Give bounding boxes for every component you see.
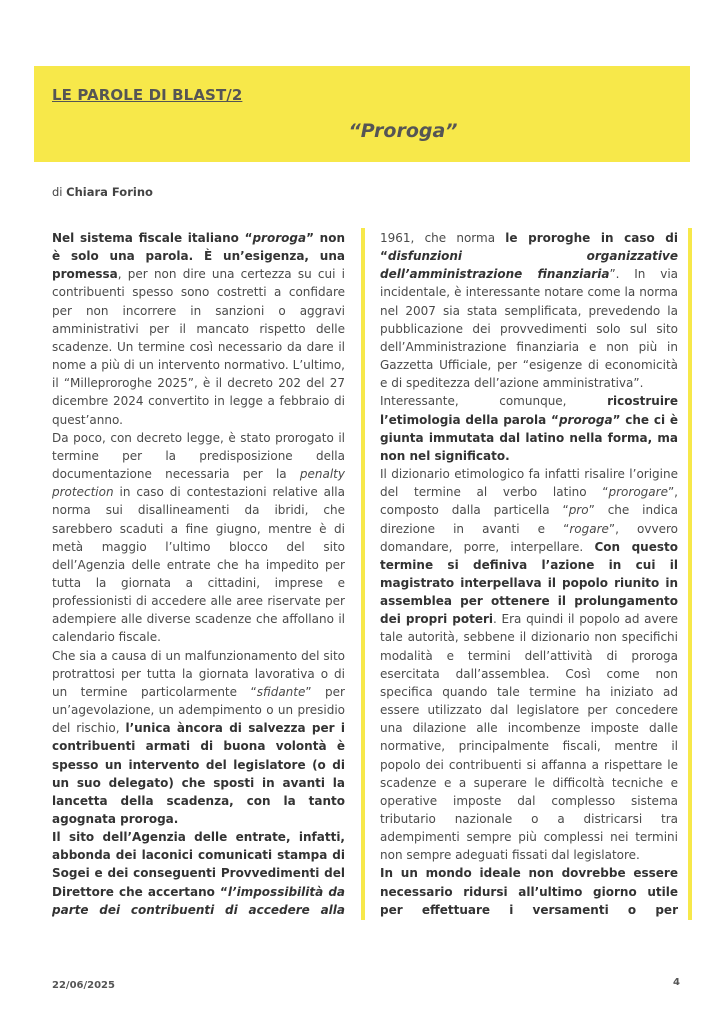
text-run: ” che indica direzione in avanti e “ xyxy=(380,503,678,536)
text-run: 1961, che norma xyxy=(380,231,506,245)
text-run: l’unica àncora di salvezza per i contribuenti armati di buona volontà è spesso un intervento del legislatore (o di un suo delegato) che sposti in avanti la lancetta della scadenza, con la tanto agognata proroga. xyxy=(52,721,345,826)
text-run: l’impossibilità da parte dei contribuenti di accedere alla xyxy=(52,884,345,917)
text-run: sfidante xyxy=(256,684,306,699)
article-title: “Proroga” xyxy=(348,120,458,142)
series-kicker: LE PAROLE DI BLAST/2 xyxy=(52,86,243,104)
paragraph xyxy=(380,392,678,465)
text-run: ”, ovvero domandare, porre, interpellare. xyxy=(380,521,678,554)
text-run: proroga xyxy=(252,231,307,245)
text-run: disfunzioni organizzative dell’amministrazione finanziaria xyxy=(380,249,678,282)
text-run: Nel sistema fiscale italiano “ xyxy=(52,231,253,245)
text-run: ”. In via incidentale, è interessante notare come la norma nel 2007 sia stata semplificata, prevedendo la pubblicazione dei provvedimenti solo sul sito dell’Amministrazione finanziaria e non più in Gazzetta Ufficiale, per “esigenze di economicità e di speditezza dell’azione amministrativa”. xyxy=(380,267,679,391)
text-run: penalty protection xyxy=(52,467,345,500)
paragraph xyxy=(52,229,345,429)
paragraph xyxy=(52,647,345,829)
text-run: Che sia a causa di un malfunzionamento del sito protrattosi per tutta la giornata lavorativa o di un termine particolarmente “ xyxy=(52,648,345,699)
paragraph xyxy=(380,465,678,864)
column-divider xyxy=(361,228,365,920)
text-run: prorogare xyxy=(608,485,668,500)
text-run: le proroghe in caso di “ xyxy=(380,231,678,264)
text-run: rogare xyxy=(569,521,609,536)
right-edge-rule xyxy=(688,228,692,920)
text-run: proroga xyxy=(558,412,613,427)
byline-prefix: di xyxy=(52,185,63,199)
text-run: Il sito dell’Agenzia delle entrate, infatti, abbonda dei laconici comunicati stampa di Sogei e dei conseguenti Provvedimenti del Direttore che accertano “ xyxy=(52,830,345,899)
page-number: 4 xyxy=(673,977,680,988)
text-run: ” per un’agevolazione, un adempimento o un presidio del rischio, xyxy=(52,684,345,736)
text-run: In un mondo ideale non dovrebbe essere necessario ridursi all’ultimo giorno utile per effettuare i versamenti o per xyxy=(380,866,678,917)
text-run: pro xyxy=(568,503,589,518)
paragraph xyxy=(380,229,678,392)
text-run: , per non dire una certezza su cui i contribuenti spesso sono costretti a confidare per non incorrere in sanzioni o aggravi amministrativi per il mancato rispetto delle scadenze. Un termine così necessario da dare il nome a più di un intervento normativo. L’ultimo, il “Milleproroghe 2025”, è il decreto 202 del 27 dicembre 2024 convertito in legge a febbraio di quest’anno. xyxy=(52,267,345,427)
byline xyxy=(52,185,153,199)
text-run: Interessante, comunque, xyxy=(380,394,608,409)
paragraph xyxy=(380,864,678,921)
text-run: . Era quindi il popolo ad avere tale autorità, sebbene il dizionario non specifichi modalità e termini dell’attività di proroga esercitata dall’assemblea. Così come non specifica quando tale termine ha iniziato ad essere utilizzato dal legislatore per concedere una dilazione alle incombenze imposte dalle normative, principalmente fiscali, mentre il popolo dei contribuenti si affanna a rispettare le scadenze e a superare le difficoltà tecniche e operative imposte dal complesso sistema tributario nazionale o a districarsi tra adempimenti sempre più complessi nei termini non sempre adeguati fissati dal legislatore. xyxy=(380,612,678,863)
text-run: ” che ci è giunta immutata dal latino nella forma, ma non nel significato. xyxy=(380,412,678,463)
article-column-left xyxy=(52,229,345,921)
header-banner xyxy=(34,66,690,162)
author-name: Chiara Forino xyxy=(66,185,153,199)
footer-date: 22/06/2025 xyxy=(52,980,115,991)
paragraph xyxy=(52,828,345,921)
text-run: Il dizionario etimologico fa infatti risalire l’origine del termine al verbo latino “ xyxy=(380,467,678,500)
text-run: ricostruire l’etimologia della parola “ xyxy=(380,394,678,427)
article-column-right xyxy=(380,229,688,921)
text-run: Con questo termine si definiva l’azione in cui il magistrato interpellava il popolo riunito in assemblea per ottenere il prolungamento dei propri poteri xyxy=(380,539,678,627)
paragraph xyxy=(52,429,345,647)
text-run: in caso di contestazioni relative alla norma sui disallineamenti da ibridi, che sarebbero scaduti a fine giugno, mentre è di metà maggio l’ultimo blocco del sito dell’Agenzia delle entrate che ha impedito per tutta la giornata a cittadini, imprese e professionisti di accedere alle aree riservate per adempiere alle diverse scadenze che affollano il calendario fiscale. xyxy=(52,485,345,645)
text-run: ”, composto dalla particella “ xyxy=(380,485,678,518)
text-run: ” non è solo una parola. È un’esigenza, una promessa xyxy=(52,231,345,282)
text-run: Da poco, con decreto legge, è stato prorogato il termine per la predisposizione della documentazione necessaria per la xyxy=(52,430,345,482)
